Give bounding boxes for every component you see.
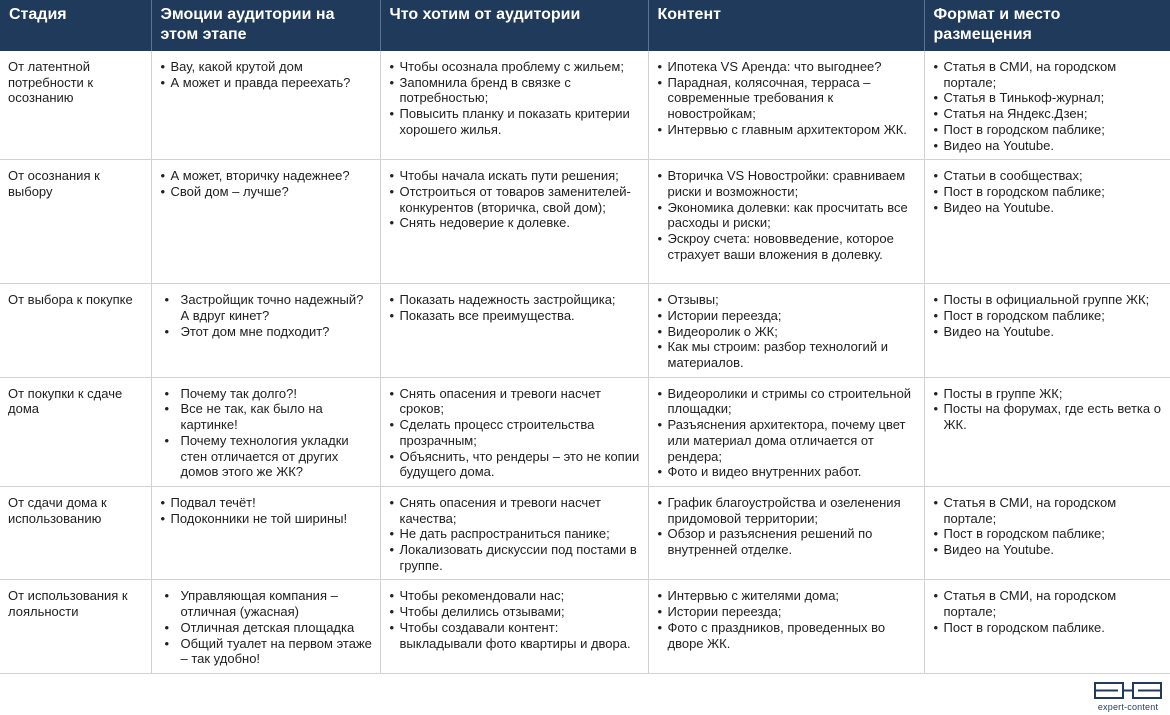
content-list: [657, 168, 918, 262]
list-item: • Почему так долго?!: [160, 386, 374, 402]
list-item: • Пост в городском паблике;: [933, 184, 1165, 200]
list-item: • Снять недоверие к долевке.: [389, 215, 642, 231]
goals-list: [389, 495, 642, 574]
stage-cell: От покупки к сдаче дома: [0, 377, 151, 486]
list-item: • Посты на форумах, где есть ветка о ЖК.: [933, 401, 1165, 432]
list-item: • Сделать процесс строительства прозрачным;: [389, 417, 642, 448]
goals-list: [389, 386, 642, 480]
list-item: • Пост в городском паблике;: [933, 122, 1165, 138]
list-item: • Чтобы рекомендовали нас;: [389, 588, 642, 604]
list-item: • Статья в СМИ, на городском портале;: [933, 588, 1165, 619]
header-emotions: Эмоции аудитории на этом этапе: [151, 0, 380, 51]
format-list: [933, 495, 1165, 558]
list-item: • Чтобы начала искать пути решения;: [389, 168, 642, 184]
list-item: • Статья в СМИ, на городском портале;: [933, 495, 1165, 526]
list-item: • Застройщик точно надежный? А вдруг кинет?: [160, 292, 374, 323]
header-stage: Стадия: [0, 0, 151, 51]
emotions-cell: [151, 51, 380, 160]
goals-cell: [380, 51, 648, 160]
goals-list: [389, 588, 642, 651]
emotions-list: [160, 495, 374, 526]
list-item: • Отличная детская площадка: [160, 620, 374, 636]
list-item: • Посты в официальной группе ЖК;: [933, 292, 1165, 308]
table-row: [0, 377, 1170, 486]
emotions-cell: [151, 160, 380, 284]
goals-list: [389, 168, 642, 231]
list-item: • Пост в городском паблике;: [933, 526, 1165, 542]
list-item: • А может, вторичку надежнее?: [160, 168, 374, 184]
list-item: • Статьи в сообществах;: [933, 168, 1165, 184]
list-item: • Подвал течёт!: [160, 495, 374, 511]
emotions-cell: [151, 486, 380, 580]
stage-cell: От использования к лояльности: [0, 580, 151, 674]
list-item: • Видео на Youtube.: [933, 200, 1165, 216]
list-item: • Объяснить, что рендеры – это не копии будущего дома.: [389, 449, 642, 480]
stage-cell: От латентной потребности к осознанию: [0, 51, 151, 160]
list-item: • Свой дом – лучше?: [160, 184, 374, 200]
logo-text: expert-content: [1097, 702, 1159, 712]
format-list: [933, 168, 1165, 215]
list-item: • Вау, какой крутой дом: [160, 59, 374, 75]
content-list: [657, 495, 918, 558]
goals-list: [389, 292, 642, 323]
list-item: • Ипотека VS Аренда: что выгоднее?: [657, 59, 918, 75]
emotions-list: [160, 386, 374, 480]
list-item: • Пост в городском паблике.: [933, 620, 1165, 636]
format-cell: [924, 486, 1170, 580]
list-item: • Экономика долевки: как просчитать все расходы и риски;: [657, 200, 918, 231]
list-item: • Чтобы создавали контент: выкладывали фото квартиры и двора.: [389, 620, 642, 651]
list-item: • Парадная, колясочная, терраса – современные требования к новостройкам;: [657, 75, 918, 122]
goals-cell: [380, 580, 648, 674]
content-list: [657, 59, 918, 138]
content-list: [657, 292, 918, 371]
list-item: • Все не так, как было на картинке!: [160, 401, 374, 432]
list-item: • Как мы строим: разбор технологий и материалов.: [657, 339, 918, 370]
format-list: [933, 59, 1165, 153]
list-item: • Фото и видео внутренних работ.: [657, 464, 918, 480]
list-item: • Локализовать дискуссии под постами в группе.: [389, 542, 642, 573]
list-item: • Истории переезда;: [657, 604, 918, 620]
list-item: • Этот дом мне подходит?: [160, 324, 374, 340]
list-item: • А может и правда переехать?: [160, 75, 374, 91]
list-item: • Чтобы делились отзывами;: [389, 604, 642, 620]
format-cell: [924, 377, 1170, 486]
table-row: [0, 486, 1170, 580]
content-cell: [648, 51, 924, 160]
list-item: • Видеоролик о ЖК;: [657, 324, 918, 340]
list-item: • Вторичка VS Новостройки: сравниваем риски и возможности;: [657, 168, 918, 199]
list-item: • Почему технология укладки стен отличается от других домов этого же ЖК?: [160, 433, 374, 480]
expert-content-logo: [1088, 680, 1168, 714]
list-item: • Видеоролики и стримы со строительной площадки;: [657, 386, 918, 417]
format-list: [933, 386, 1165, 433]
header-format: Формат и место размещения: [924, 0, 1170, 51]
goals-cell: [380, 377, 648, 486]
list-item: • Общий туалет на первом этаже – так удобно!: [160, 636, 374, 667]
list-item: • Истории переезда;: [657, 308, 918, 324]
list-item: • Фото с праздников, проведенных во дворе ЖК.: [657, 620, 918, 651]
list-item: • Видео на Youtube.: [933, 542, 1165, 558]
list-item: • Разъяснения архитектора, почему цвет или материал дома отличается от рендера;: [657, 417, 918, 464]
list-item: • Подоконники не той ширины!: [160, 511, 374, 527]
emotions-cell: [151, 284, 380, 378]
content-cell: [648, 284, 924, 378]
list-item: • Показать надежность застройщика;: [389, 292, 642, 308]
content-cell: [648, 580, 924, 674]
emotions-list: [160, 168, 374, 199]
emotions-list: [160, 292, 374, 339]
goals-cell: [380, 486, 648, 580]
stage-cell: От сдачи дома к использованию: [0, 486, 151, 580]
list-item: • Эскроу счета: нововведение, которое страхует ваши вложения в долевку.: [657, 231, 918, 262]
list-item: • Показать все преимущества.: [389, 308, 642, 324]
table-row: [0, 51, 1170, 160]
list-item: • Посты в группе ЖК;: [933, 386, 1165, 402]
table-row: [0, 160, 1170, 284]
stage-cell: От выбора к покупке: [0, 284, 151, 378]
logo-mark-icon: [1088, 680, 1168, 702]
list-item: • Отстроиться от товаров заменителей-конкурентов (вторичка, свой дом);: [389, 184, 642, 215]
emotions-cell: [151, 377, 380, 486]
emotions-cell: [151, 580, 380, 674]
header-content: Контент: [648, 0, 924, 51]
goals-cell: [380, 284, 648, 378]
list-item: • Видео на Youtube.: [933, 324, 1165, 340]
content-cell: [648, 486, 924, 580]
list-item: • Интервью с главным архитектором ЖК.: [657, 122, 918, 138]
format-cell: [924, 284, 1170, 378]
content-list: [657, 386, 918, 480]
goals-cell: [380, 160, 648, 284]
list-item: • График благоустройства и озеленения придомовой территории;: [657, 495, 918, 526]
header-goals: Что хотим от аудитории: [380, 0, 648, 51]
list-item: • Статья в Тинькоф-журнал;: [933, 90, 1165, 106]
list-item: • Видео на Youtube.: [933, 138, 1165, 154]
list-item: • Отзывы;: [657, 292, 918, 308]
list-item: • Обзор и разъяснения решений по внутренней отделке.: [657, 526, 918, 557]
format-cell: [924, 51, 1170, 160]
list-item: • Статья на Яндекс.Дзен;: [933, 106, 1165, 122]
content-cell: [648, 160, 924, 284]
format-cell: [924, 580, 1170, 674]
goals-list: [389, 59, 642, 138]
header-row: [0, 0, 1170, 51]
list-item: • Интервью с жителями дома;: [657, 588, 918, 604]
list-item: • Управляющая компания – отличная (ужасная): [160, 588, 374, 619]
format-list: [933, 588, 1165, 635]
format-cell: [924, 160, 1170, 284]
list-item: • Запомнила бренд в связке с потребностью;: [389, 75, 642, 106]
list-item: • Снять опасения и тревоги насчет качества;: [389, 495, 642, 526]
list-item: • Статья в СМИ, на городском портале;: [933, 59, 1165, 90]
stage-cell: От осознания к выбору: [0, 160, 151, 284]
content-list: [657, 588, 918, 651]
list-item: • Чтобы осознала проблему с жильем;: [389, 59, 642, 75]
table-row: [0, 580, 1170, 674]
content-cell: [648, 377, 924, 486]
list-item: • Снять опасения и тревоги насчет сроков;: [389, 386, 642, 417]
emotions-list: [160, 588, 374, 667]
format-list: [933, 292, 1165, 339]
table-row: [0, 284, 1170, 378]
emotions-list: [160, 59, 374, 90]
list-item: • Повысить планку и показать критерии хорошего жилья.: [389, 106, 642, 137]
list-item: • Пост в городском паблике;: [933, 308, 1165, 324]
list-item: • Не дать распространиться панике;: [389, 526, 642, 542]
